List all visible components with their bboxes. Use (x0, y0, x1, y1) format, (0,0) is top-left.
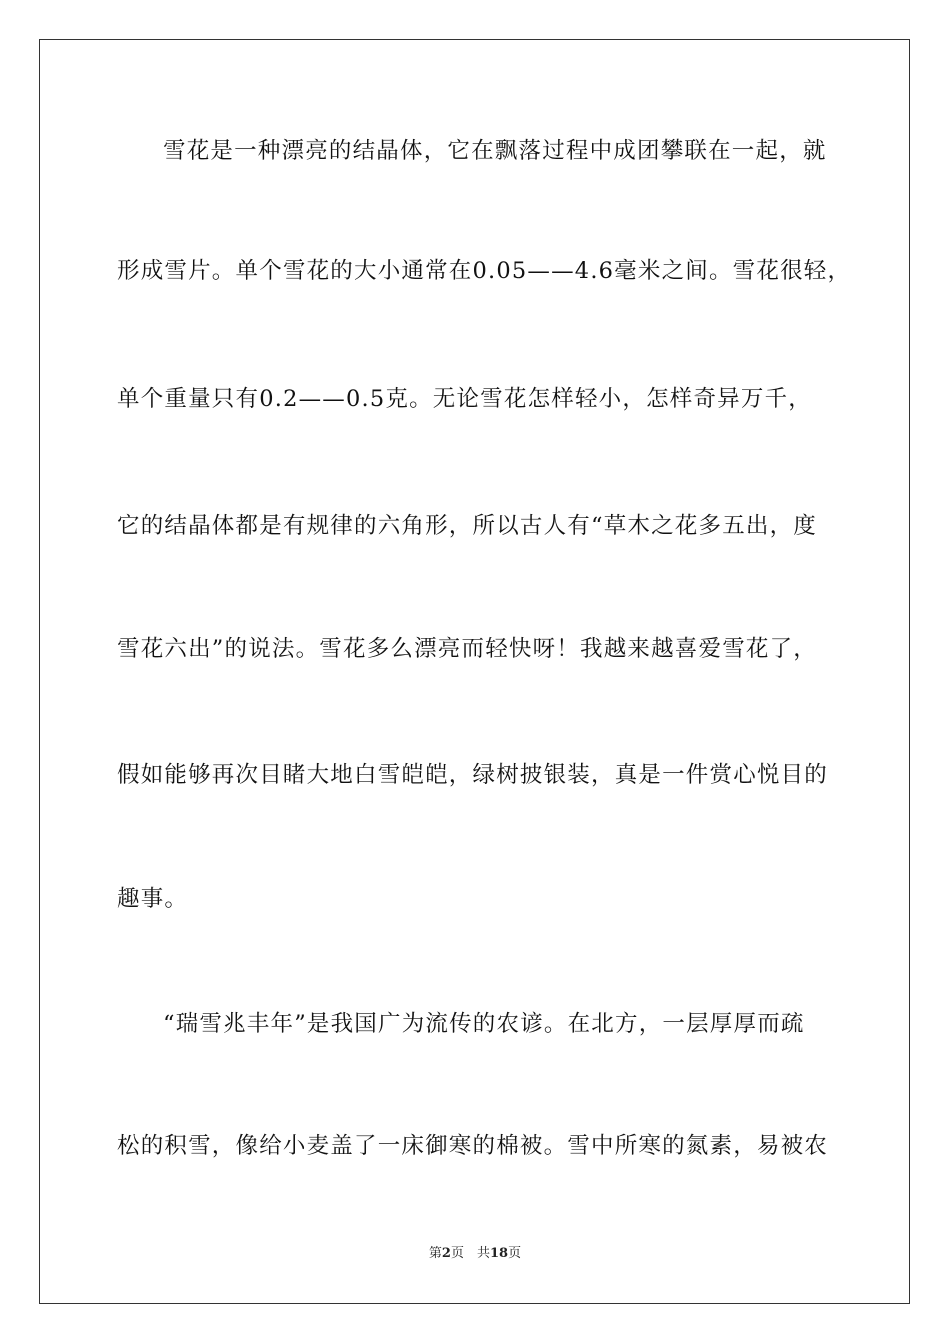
paragraph-line: “瑞雪兆丰年”是我国广为流传的农谚。在北方，一层厚厚而疏 (163, 1011, 805, 1037)
total-page-count: 18 (489, 1246, 509, 1261)
page-footer (0, 1245, 950, 1263)
current-page-number: 2 (441, 1246, 451, 1261)
paragraph-line: 单个重量只有0.2——0.5克。无论雪花怎样轻小，怎样奇异万千， (117, 386, 812, 412)
paragraph-line: 形成雪片。单个雪花的大小通常在0.05——4.6毫米之间。雪花很轻， (117, 258, 852, 284)
paragraph-line: 松的积雪，像给小麦盖了一床御寒的棉被。雪中所寒的氮素，易被农 (117, 1133, 829, 1159)
page-border (39, 39, 910, 1304)
page-label-prefix: 第 (428, 1246, 442, 1261)
page-label-suffix: 页 (508, 1246, 522, 1261)
paragraph-line: 它的结晶体都是有规律的六角形，所以古人有“草木之花多五出，度 (117, 513, 818, 539)
paragraph-line: 趣事。 (117, 886, 189, 912)
page-label-mid: 页 共 (450, 1246, 490, 1261)
paragraph-line: 雪花六出”的说法。雪花多么漂亮而轻快呀！我越来越喜爱雪花了， (117, 636, 818, 662)
paragraph-line: 假如能够再次目睹大地白雪皑皑，绿树披银装，真是一件赏心悦目的 (117, 762, 829, 788)
paragraph-line: 雪花是一种漂亮的结晶体，它在飘落过程中成团攀联在一起，就 (163, 138, 827, 164)
